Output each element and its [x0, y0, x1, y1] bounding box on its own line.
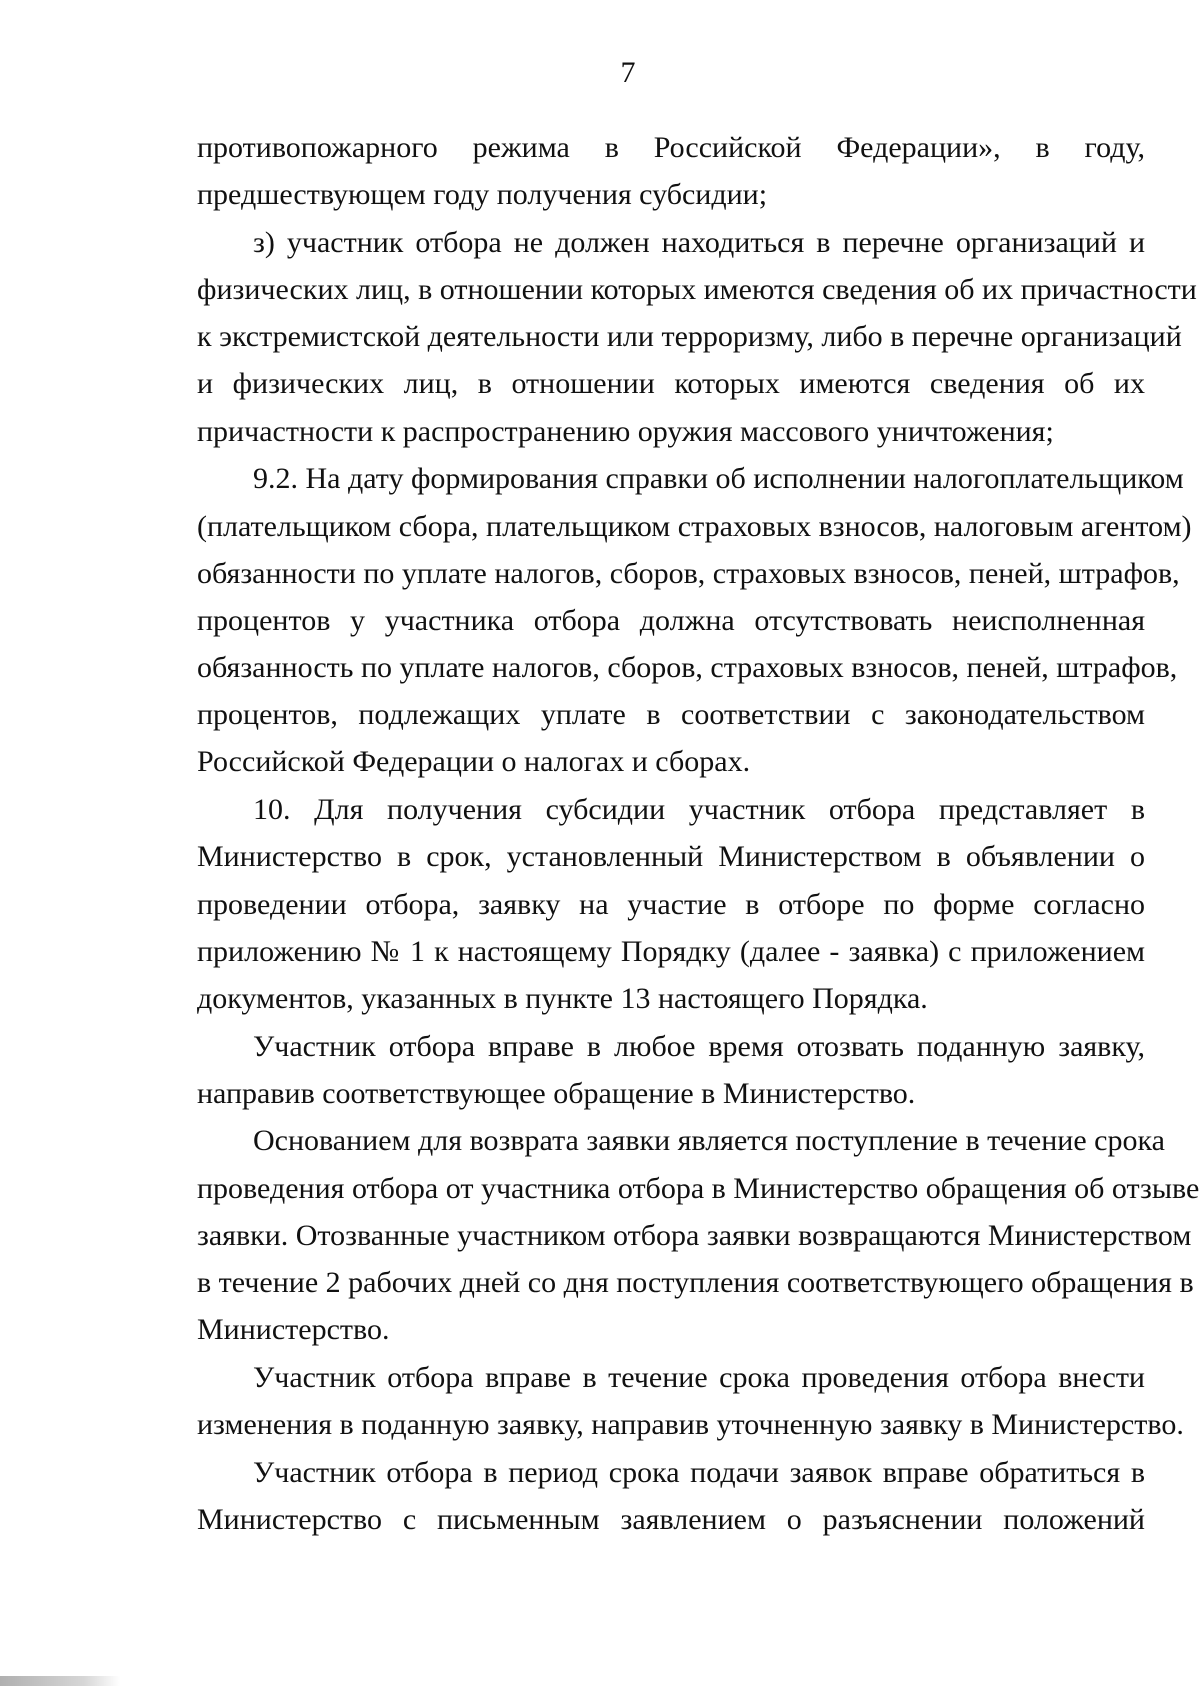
scan-edge-artifact	[0, 1676, 120, 1686]
text-line: направив соответствующее обращение в Министерство.	[197, 1076, 916, 1110]
text-line: проведения отбора от участника отбора в Министерство обращения об отзыве	[197, 1171, 1200, 1205]
text-line: Министерство.	[197, 1313, 390, 1347]
page-number: 7	[620, 56, 636, 89]
text-line: физических лиц, в отношении которых имеются сведения об их причастности	[197, 273, 1197, 307]
text-line: процентов, подлежащих уплате в соответствии с законодательством	[197, 698, 1145, 732]
paragraph-amend-right	[197, 1354, 1184, 1448]
text-line: Участник отбора вправе в любое время отозвать поданную заявку,	[253, 1029, 1145, 1063]
text-line: Участник отбора в период срока подачи заявок вправе обратиться в	[253, 1455, 1145, 1489]
paragraph-item-9-2	[197, 455, 1192, 785]
text-line: Основанием для возврата заявки является поступление в течение срока	[253, 1124, 1165, 1158]
text-line: заявки. Отозванные участником отбора заявки возвращаются Министерством	[197, 1218, 1192, 1252]
paragraph-item-10	[197, 786, 1145, 1022]
text-line: обязанности по уплате налогов, сборов, страховых взносов, пеней, штрафов,	[197, 556, 1180, 590]
paragraph-clarification-right	[197, 1449, 1145, 1543]
text-line: проведении отбора, заявку на участие в отборе по форме согласно	[197, 887, 1145, 921]
text-line: приложению № 1 к настоящему Порядку (далее - заявка) с приложением	[197, 934, 1145, 968]
text-line: Участник отбора вправе в течение срока проведения отбора внести	[253, 1360, 1145, 1394]
text-line: противопожарного режима в Российской Федерации», в году,	[197, 131, 1145, 164]
text-line: обязанность по уплате налогов, сборов, страховых взносов, пеней, штрафов,	[197, 651, 1178, 685]
text-line: Российской Федерации о налогах и сборах.	[197, 745, 751, 779]
paragraph-continuation	[197, 124, 1145, 218]
text-line: причастности к распространению оружия массового уничтожения;	[197, 414, 1054, 448]
text-line: изменения в поданную заявку, направив уточненную заявку в Министерство.	[197, 1408, 1184, 1442]
text-line: 9.2. На дату формирования справки об исполнении налогоплательщиком	[253, 462, 1184, 496]
text-line: в течение 2 рабочих дней со дня поступления соответствующего обращения в	[197, 1266, 1194, 1299]
text-line: Министерство с письменным заявлением о разъяснении положений	[197, 1502, 1145, 1536]
text-line: и физических лиц, в отношении которых имеются сведения об их	[197, 367, 1145, 401]
text-line: документов, указанных в пункте 13 настоящего Порядка.	[197, 981, 928, 1015]
paragraph-item-z	[197, 219, 1197, 455]
paragraph-return-basis	[197, 1117, 1200, 1353]
text-line: предшествующем году получения субсидии;	[197, 178, 768, 212]
text-line: Министерство в срок, установленный Министерством в объявлении о	[197, 840, 1145, 874]
paragraph-withdraw-right	[197, 1023, 1145, 1117]
text-line: процентов у участника отбора должна отсутствовать неисполненная	[197, 603, 1145, 637]
text-line: (плательщиком сбора, плательщиком страховых взносов, налоговым агентом)	[197, 509, 1192, 543]
document-body	[197, 124, 1200, 1544]
text-line: 10. Для получения субсидии участник отбора представляет в	[253, 793, 1145, 827]
text-line: з) участник отбора не должен находиться в перечне организаций и	[253, 225, 1145, 259]
text-line: к экстремистской деятельности или терроризму, либо в перечне организаций	[197, 320, 1182, 354]
